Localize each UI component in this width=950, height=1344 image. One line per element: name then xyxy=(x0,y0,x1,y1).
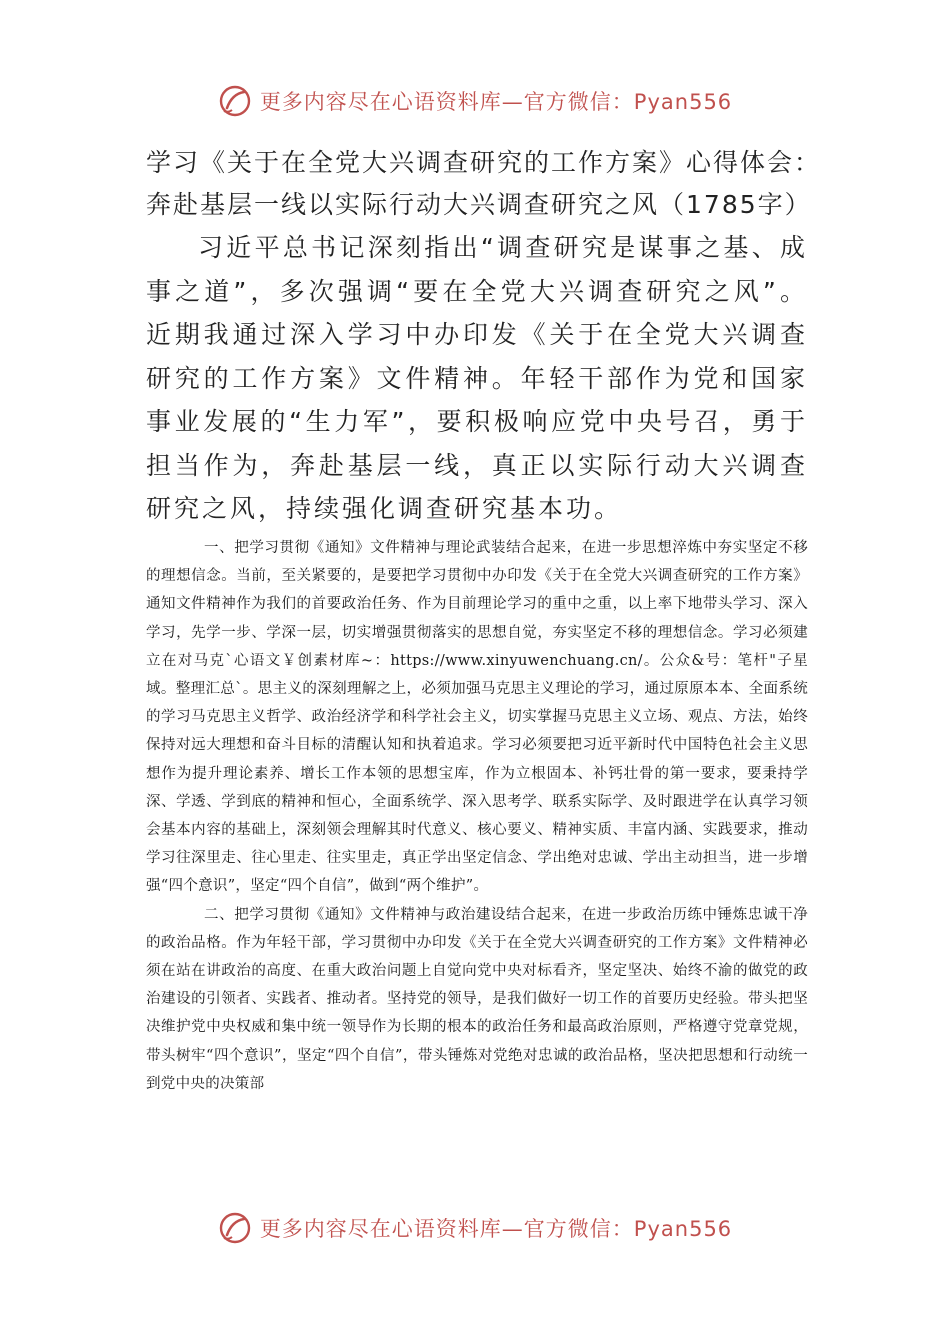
body-paragraph-1: 一、把学习贯彻《通知》文件精神与理论武装结合起来，在进一步思想淬炼中夯实坚定不移的理想信念。当前，至关紧要的，是要把学习贯彻中办印发《关于在全党大兴调查研究的工作方案》通知文件精神作为我们的首要政治任务、作为目前理论学习的重中之重，以上率下地带头学习、深入学习，先学一步、学深一层，切实增强贯彻落实的思想自觉，夯实坚定不移的理想信念。学习必须建立在对马克`心语文￥创素材库~：https://www.xinyuwenchuang.cn/。公众&号：笔杆"子星域。整理汇总`。思主义的深刻理解之上，必须加强马克思主义理论的学习，通过原原本本、全面系统的学习马克思主义哲学、政治经济学和科学社会主义，切实掌握马克思主义立场、观点、方法，始终保持对远大理想和奋斗目标的清醒认知和执着追求。学习必须要把习近平新时代中国特色社会主义思想作为提升理论素养、增长工作本领的思想宝库，作为立根固本、补钙壮骨的第一要求，要秉持学深、学透、学到底的精神和恒心，全面系统学、深入思考学、联系实际学、及时跟进学在认真学习领会基本内容的基础上，深刻领会理解其时代意义、核心要义、精神实质、丰富内涵、实践要求，推动学习往深里走、往心里走、往实里走，真正学出坚定信念、学出绝对忠诚、学出主动担当，进一步增强“四个意识”，坚定“四个自信”，做到“两个维护”。 xyxy=(146,540,808,895)
header-banner xyxy=(0,84,950,118)
title-line-1: 学习《关于在全党大兴调查研究的工作方案》心得体会： xyxy=(146,148,822,177)
body-paragraph-2: 二、把学习贯彻《通知》文件精神与政治建设结合起来，在进一步政治历练中锤炼忠诚干净的政治品格。作为年轻干部，学习贯彻中办印发《关于在全党大兴调查研究的工作方案》文件精神必须在站在讲政治的高度、在重大政治问题上自觉向党中央对标看齐，坚定坚决、始终不渝的做党的政治建设的引领者、实践者、推动者。坚持党的领导，是我们做好一切工作的首要历史经验。带头把坚决维护党中央权威和集中统一领导作为长期的根本的政治任务和最高政治原则，严格遵守党章党规，带头树牢“四个意识”，坚定“四个自信”，带头锤炼对党绝对忠诚的政治品格，坚决把思想和行动统一到党中央的决策部 xyxy=(146,906,808,1092)
pen-swirl-logo-icon xyxy=(218,84,252,118)
body-text xyxy=(146,534,808,1098)
document-title xyxy=(146,142,822,226)
banner-text: 更多内容尽在心语资料库—官方微信：Pyan556 xyxy=(259,1217,733,1241)
intro-paragraph: 习近平总书记深刻指出“调查研究是谋事之基、成事之道”，多次强调“要在全党大兴调查研究之风”。近期我通过深入学习中办印发《关于在全党大兴调查研究的工作方案》文件精神。年轻干部作为党和国家事业发展的“生力军”，要积极响应党中央号召，勇于担当作为，奔赴基层一线，真正以实际行动大兴调查研究之风，持续强化调查研究基本功。 xyxy=(146,233,808,523)
title-line-2: 奔赴基层一线以实际行动大兴调查研究之风（1785字） xyxy=(146,190,812,219)
pen-swirl-logo-icon xyxy=(218,1211,252,1245)
banner-text: 更多内容尽在心语资料库—官方微信：Pyan556 xyxy=(259,90,733,114)
footer-banner xyxy=(0,1211,950,1245)
